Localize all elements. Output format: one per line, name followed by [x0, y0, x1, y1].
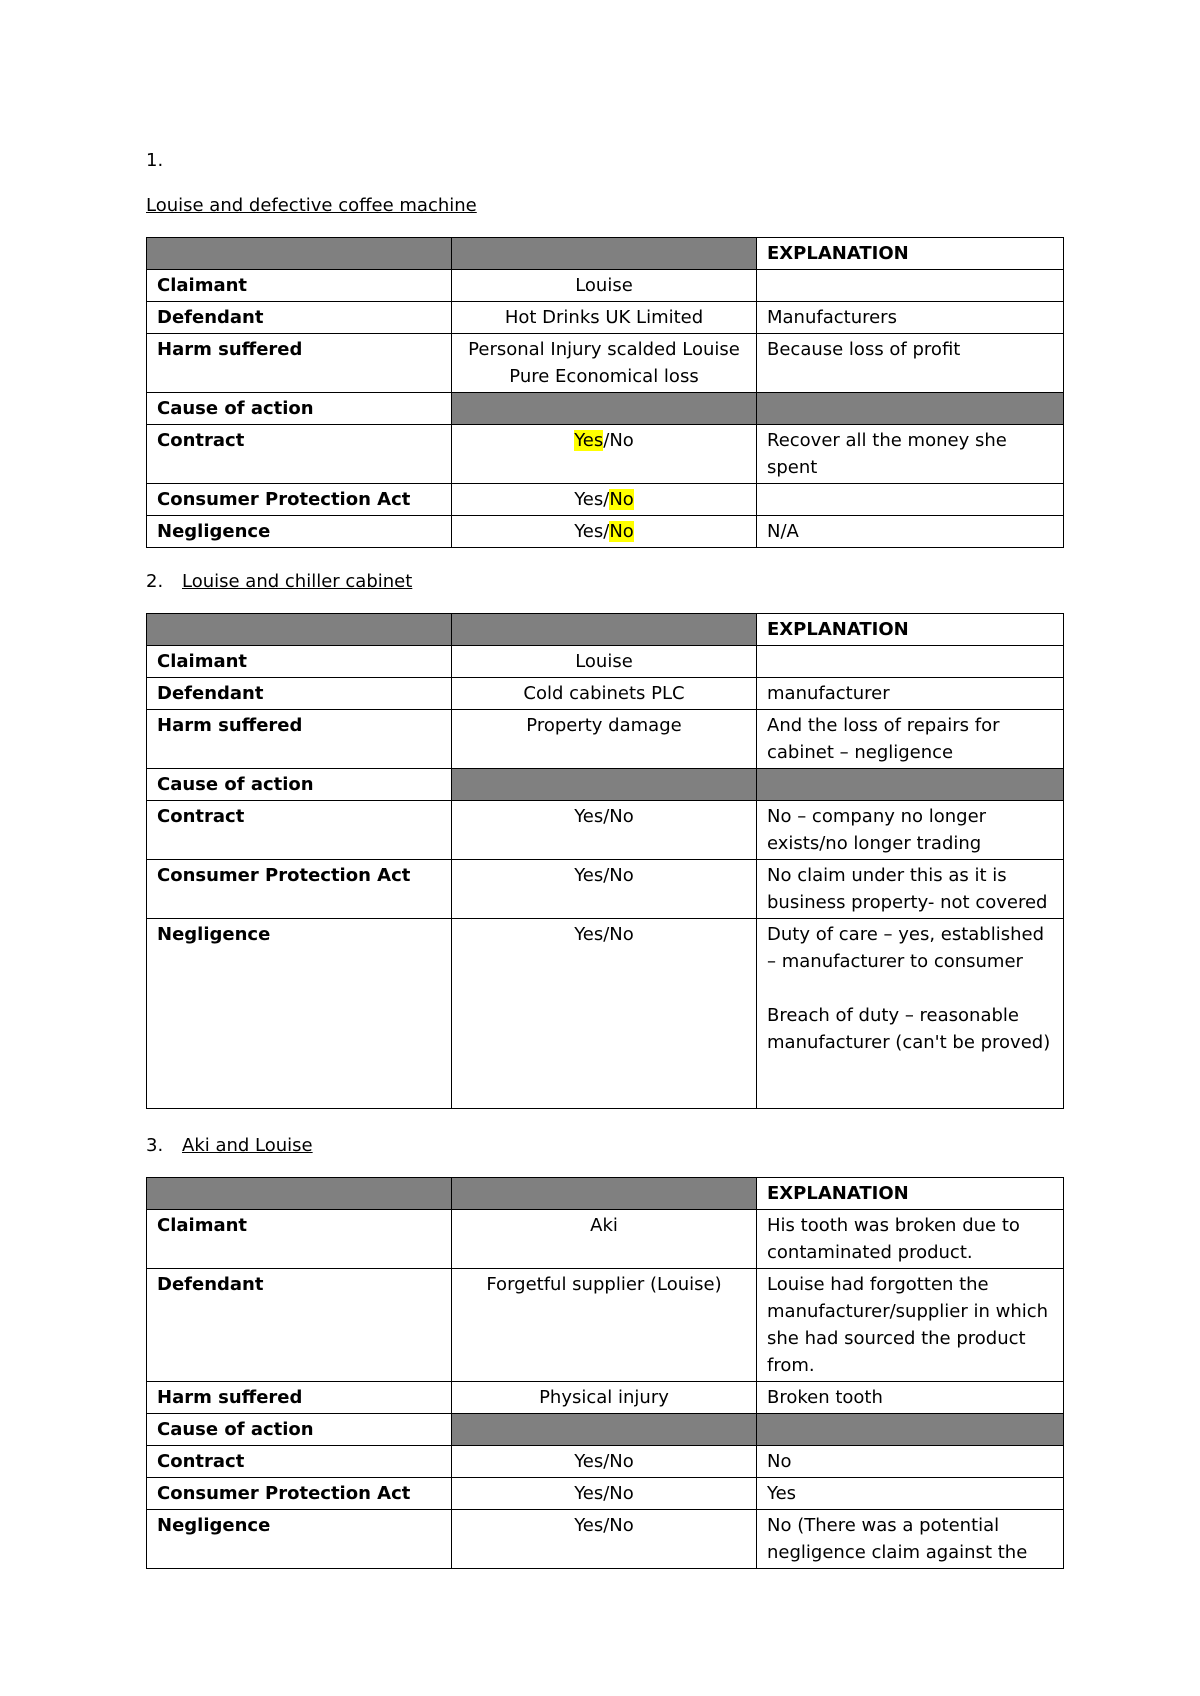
table-row: [147, 769, 1064, 801]
row-label: Cause of action: [147, 393, 452, 425]
explanation-header: EXPLANATION: [757, 614, 1064, 646]
row-label: Defendant: [147, 1269, 452, 1382]
row-explanation: No (There was a potential negligence claim against the: [757, 1510, 1064, 1569]
header-cell-empty: [452, 1178, 757, 1210]
row-value: Louise: [452, 270, 757, 302]
row-value: Forgetful supplier (Louise): [452, 1269, 757, 1382]
row-explanation: His tooth was broken due to contaminated product.: [757, 1210, 1064, 1269]
row-label: Claimant: [147, 646, 452, 678]
section-2-title: Louise and chiller cabinet: [182, 571, 413, 592]
row-value: Louise: [452, 646, 757, 678]
row-value: Property damage: [452, 710, 757, 769]
table-row: [147, 1210, 1064, 1269]
explanation-header: EXPLANATION: [757, 1178, 1064, 1210]
section-2-number: 2.: [146, 571, 164, 592]
row-value: Aki: [452, 1210, 757, 1269]
explanation-header: EXPLANATION: [757, 238, 1064, 270]
row-value: Yes/No: [452, 1446, 757, 1478]
shaded-cell: [757, 769, 1064, 801]
row-label: Negligence: [147, 1510, 452, 1569]
table-row: [147, 919, 1064, 1109]
table-row: [147, 1382, 1064, 1414]
yes-no-value: [452, 484, 757, 516]
row-value: Physical injury: [452, 1382, 757, 1414]
row-explanation: Yes: [757, 1478, 1064, 1510]
row-label: Defendant: [147, 678, 452, 710]
shaded-cell: [452, 1414, 757, 1446]
row-value: Personal Injury scalded Louise Pure Economical loss: [452, 334, 757, 393]
header-cell-empty: [147, 614, 452, 646]
row-label: Contract: [147, 801, 452, 860]
row-label: Claimant: [147, 270, 452, 302]
separator: /: [603, 489, 610, 510]
yes-no-value: [452, 425, 757, 484]
row-label: Negligence: [147, 919, 452, 1109]
row-value: Hot Drinks UK Limited: [452, 302, 757, 334]
table-row: [147, 801, 1064, 860]
shaded-cell: [757, 393, 1064, 425]
row-value: Yes/No: [452, 801, 757, 860]
row-explanation: Manufacturers: [757, 302, 1064, 334]
highlighted-no: No: [609, 489, 634, 510]
table-row: [147, 860, 1064, 919]
section-3-table: [146, 1177, 1064, 1569]
table-row: [147, 516, 1064, 548]
row-label: Cause of action: [147, 769, 452, 801]
row-value: Yes/No: [452, 860, 757, 919]
row-label: Harm suffered: [147, 1382, 452, 1414]
table-row: [147, 678, 1064, 710]
table-header-row: [147, 614, 1064, 646]
table-row: [147, 302, 1064, 334]
row-explanation: manufacturer: [757, 678, 1064, 710]
section-1-table: [146, 237, 1064, 548]
table-header-row: [147, 238, 1064, 270]
row-explanation: Duty of care – yes, established – manufacturer to consumer Breach of duty – reasonable manufacturer (can't be proved): [757, 919, 1064, 1109]
row-explanation: Louise had forgotten the manufacturer/supplier in which she had sourced the product from.: [757, 1269, 1064, 1382]
row-value: Yes/No: [452, 1510, 757, 1569]
yes-option: Yes: [574, 521, 604, 542]
section-1-title: Louise and defective coffee machine: [146, 195, 477, 216]
section-2-table: [146, 613, 1064, 1109]
row-explanation: [757, 646, 1064, 678]
row-explanation: N/A: [757, 516, 1064, 548]
table-row: [147, 710, 1064, 769]
highlighted-yes: Yes: [574, 430, 604, 451]
separator: /: [603, 430, 610, 451]
table-row: [147, 484, 1064, 516]
header-cell-empty: [452, 614, 757, 646]
header-cell-empty: [452, 238, 757, 270]
section-3-title: Aki and Louise: [182, 1135, 313, 1156]
row-value: Yes/No: [452, 919, 757, 1109]
table-row: [147, 646, 1064, 678]
table-row: [147, 1414, 1064, 1446]
highlighted-no: No: [609, 521, 634, 542]
no-option: No: [609, 430, 634, 451]
row-explanation: Recover all the money she spent: [757, 425, 1064, 484]
table-row: [147, 1446, 1064, 1478]
row-explanation: [757, 270, 1064, 302]
row-label: Harm suffered: [147, 334, 452, 393]
row-explanation: No – company no longer exists/no longer trading: [757, 801, 1064, 860]
table-row: [147, 1478, 1064, 1510]
row-value: Yes/No: [452, 1478, 757, 1510]
table-row: [147, 334, 1064, 393]
row-explanation: No: [757, 1446, 1064, 1478]
header-cell-empty: [147, 1178, 452, 1210]
row-label: Claimant: [147, 1210, 452, 1269]
table-row: [147, 270, 1064, 302]
row-explanation: Broken tooth: [757, 1382, 1064, 1414]
row-label: Consumer Protection Act: [147, 484, 452, 516]
row-explanation: [757, 484, 1064, 516]
shaded-cell: [452, 769, 757, 801]
row-explanation: Because loss of profit: [757, 334, 1064, 393]
section-3-number: 3.: [146, 1135, 164, 1156]
section-1-number: 1.: [146, 150, 164, 171]
header-cell-empty: [147, 238, 452, 270]
table-row: [147, 1269, 1064, 1382]
row-label: Contract: [147, 425, 452, 484]
table-row: [147, 393, 1064, 425]
row-label: Cause of action: [147, 1414, 452, 1446]
table-row: [147, 1510, 1064, 1569]
row-explanation: No claim under this as it is business property- not covered: [757, 860, 1064, 919]
row-label: Negligence: [147, 516, 452, 548]
yes-no-value: [452, 516, 757, 548]
row-label: Defendant: [147, 302, 452, 334]
row-label: Consumer Protection Act: [147, 860, 452, 919]
row-label: Harm suffered: [147, 710, 452, 769]
row-value: Cold cabinets PLC: [452, 678, 757, 710]
shaded-cell: [757, 1414, 1064, 1446]
separator: /: [603, 521, 610, 542]
table-row: [147, 425, 1064, 484]
row-label: Consumer Protection Act: [147, 1478, 452, 1510]
row-label: Contract: [147, 1446, 452, 1478]
table-header-row: [147, 1178, 1064, 1210]
row-explanation: And the loss of repairs for cabinet – negligence: [757, 710, 1064, 769]
yes-option: Yes: [574, 489, 604, 510]
shaded-cell: [452, 393, 757, 425]
